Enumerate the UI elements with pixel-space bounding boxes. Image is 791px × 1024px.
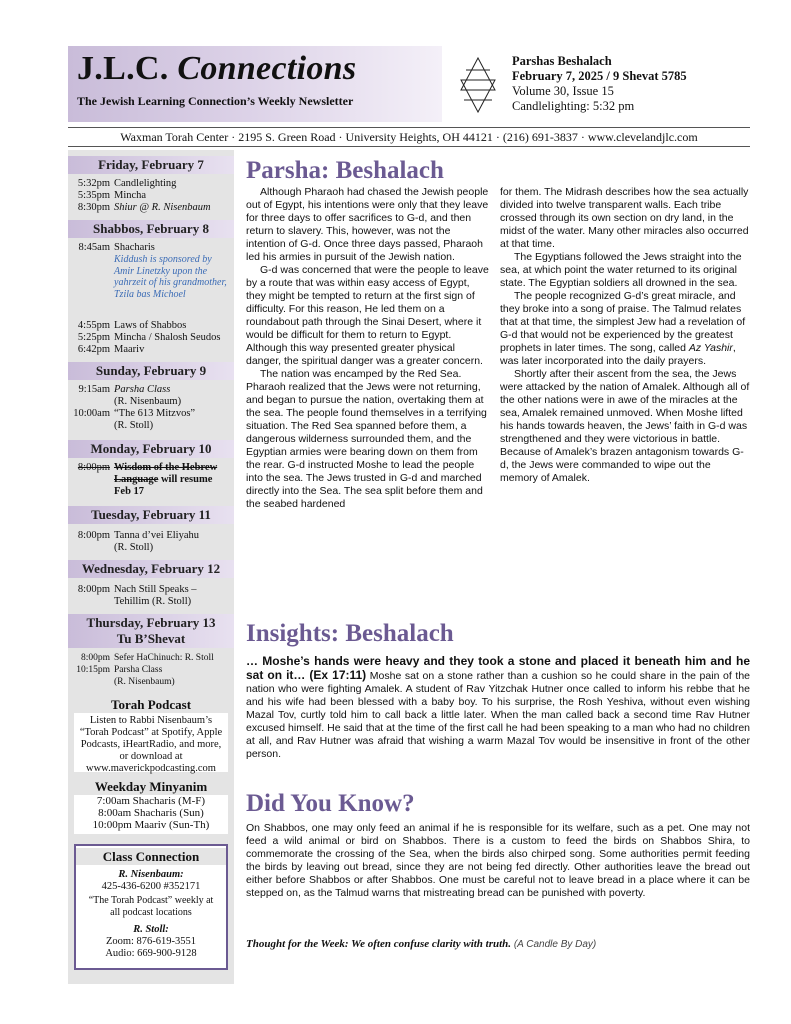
paragraph: Shortly after their ascent from the sea, the Jews were attacked by the nation of Amalek. Although all of the other nations were in awe of the miracles at the sea, Amalek remained unmoved. When Moshe lifted his hands towards heaven, the Jews’ faith in G-d was strengthened and they were victorious in battle. Because of Amalek’s brazen antagonism towards G-d, the Jews were commanded to wipe out the memory of Amalek.: [500, 368, 750, 484]
insights-quote: … Moshe’s hands were heavy and they took a stone and placed it beneath him and he sat on it… (Ex 17:11): [246, 654, 750, 682]
weekday-minyanim-box: [74, 778, 228, 834]
parsha-column-left: [246, 186, 490, 511]
did-you-know-text: On Shabbos, one may only feed an animal if he is responsible for its welfare, such as a pet. One may not feed a wild animal or bird on Shabbos. There is a custom to feed the birds on Shabbos Shira, to commemorate the crossing of the Sea, when the birds also chirped song. Some authorities permit feeding the birds by leaving out bread, since they are not being fed directly. Other authorities leave the bread out either before Shabbos or after Shabbos. One must be careful not to leave bread in a place where it can be stepped on, as the Talmud warns that mistreating bread can be punished with poverty.: [246, 822, 750, 899]
paragraph: The people recognized G-d’s great miracle, and they broke into a song of praise. The Talmud relates that at that time, the simplest Jew had a revelation of G-d that would not be experienced by the greatest prophets in later times. The song, called Az Yashir, was later incorporated into the daily prayers.: [500, 290, 746, 367]
day-shabbos: Shabbos, February 8: [68, 220, 234, 238]
event-row: 6:42pm Maariv: [77, 344, 145, 355]
insights-text: [246, 655, 750, 761]
contact-phone: 425-436-6200 #352171: [101, 881, 201, 892]
event-row-sub: (R. Nisenbaum): [114, 396, 182, 407]
address-bar: Waxman Torah Center · 2195 S. Green Road · University Heights, OH 44121 · (216) 691-3837 · www.clevelandjlc.com: [68, 127, 750, 147]
event-row-cancelled: 8:30pm Shiur @ R. Nisenbaum: [77, 202, 211, 213]
event-row: 8:00pm Sefer HaChinuch: R. Stoll: [80, 653, 214, 663]
day-thursday: Thursday, February 13 Tu B’Shevat: [68, 614, 234, 648]
minyan-line: 10:00pm Maariv (Sun-Th): [92, 819, 210, 831]
minyanim-heading: Weekday Minyanim: [74, 778, 228, 795]
issue-info: [512, 54, 687, 114]
parsha-name: Parshas Beshalach: [512, 54, 612, 68]
event-row: 8:00pm Tanna d’vei Eliyahu: [77, 530, 199, 541]
paragraph: The nation was encamped by the Red Sea. Pharaoh realized that the Jews were not returning, and began to pursue the nation, overtaking them at the sea. The people found themselves in a terrifying situation. The Red Sea spanned before them, a dangerous wilderness surrounded them, and the Egyptian armies were bearing down on them from the rear. G-d instructed Moshe to lead the people into the sea. The Jews trusted in G-d and marched directly into the Sea. The sea split before them and the seabed hardened: [246, 368, 487, 510]
event-row: 8:00pm Nach Still Speaks –: [77, 584, 197, 595]
event-row: 5:35pm Mincha: [77, 190, 147, 201]
day-monday: Monday, February 10: [68, 440, 234, 458]
event-row-sub: (R. Stoll): [114, 420, 154, 431]
day-wednesday: Wednesday, February 12: [68, 560, 234, 578]
torah-podcast-heading: Torah Podcast: [74, 696, 228, 713]
minyan-line: 8:00am Shacharis (Sun): [98, 807, 204, 819]
torah-podcast-text: Listen to Rabbi Nisenbaum’s “Torah Podcast” at Spotify, Apple Podcasts, iHeartRadio, and more, or download at www.maverickpodcasting.com: [79, 715, 223, 774]
newsletter-subtitle: The Jewish Learning Connection’s Weekly Newsletter: [77, 94, 354, 108]
event-row: 8:45am Shacharis: [78, 242, 155, 253]
minyan-line: 7:00am Shacharis (M-F): [96, 795, 206, 807]
paragraph: G-d was concerned that were the people to leave by a route that was within easy access of Egypt, they might be tempted to return at the first sign of difficulty. For this reason, He led them on a roundabout path through the Sinai Desert, where it would be difficult for them to return to Egypt. Although this way presented greater physical danger, the spiritual danger was a greater concern.: [246, 264, 489, 367]
event-row-cancelled: 4:55pm Laws of Shabbos: [77, 320, 187, 331]
newsletter-title: J.L.C. Connections: [77, 50, 357, 87]
parsha-column-right: [500, 186, 750, 485]
day-friday: Friday, February 7: [68, 156, 234, 174]
event-row-cancelled: 8:00pm Wisdom of the Hebrew: [77, 462, 218, 473]
contact-note: “The Torah Podcast” weekly at all podcast locations: [88, 895, 214, 918]
event-row-sub: Tehillim (R. Stoll): [114, 596, 192, 607]
paragraph: Although Pharaoh had chased the Jewish people out of Egypt, his intentions were only that they leave for three days to offer sacrifices to G-d, and then return to slavery. This, however, was not the intention of G-d. Once three days passed, Pharaoh led his armies in pursuit of the Jewish nation.: [246, 186, 489, 263]
class-connection-box: [74, 844, 228, 970]
event-row-sub: (R. Stoll): [114, 542, 154, 553]
event-row: 10:00am “The 613 Mitzvos”: [73, 408, 196, 419]
torah-podcast-box: [74, 696, 228, 772]
thought-for-week: Thought for the Week: We often confuse clarity with truth. (A Candle By Day): [246, 938, 597, 950]
contact-name: R. Nisenbaum:: [118, 869, 184, 880]
parsha-heading: Parsha: Beshalach: [246, 157, 444, 184]
event-row: 5:32pm Candlelighting: [77, 178, 177, 189]
contact-zoom: Zoom: 876-619-3551: [105, 936, 197, 947]
day-tuesday: Tuesday, February 11: [68, 506, 234, 524]
event-row-sub: Language will resume: [114, 474, 213, 485]
star-of-david-logo-icon: [458, 56, 498, 114]
event-row-sub: Feb 17: [114, 486, 145, 497]
kiddush-sponsor-note: Kiddush is sponsored by Amir Linetzky upon the yahrzeit of his grandmother, Tzila bas Michoel: [114, 254, 227, 300]
did-you-know-heading: Did You Know?: [246, 790, 415, 817]
insights-body: Moshe sat on a stone rather than a cushion so he could share in the pain of the nation who were fighting Amalek. A student of Rav Yitzchak Hutner once called to inform his rebbe that he and his wife had been blessed with a baby boy. To his surprise, the Rosh Yeshiva, without even wishing Mazal Tov, curtly told him to call back a little later. When the man called back a second time Rav Hutner excused himself. He said that at the time of the first call he had been speaking to a man who had no children at all, and Rav Hutner was afraid that wishing a warm Mazal Tov would be insensitive in front of the other person.: [246, 670, 750, 760]
day-sunday: Sunday, February 9: [68, 362, 234, 380]
issue-date: February 7, 2025 / 9 Shevat 5785: [512, 69, 687, 83]
class-connection-heading: Class Connection: [76, 848, 226, 865]
candlelighting-time: Candlelighting: 5:32 pm: [512, 99, 635, 113]
masthead: [68, 46, 442, 122]
contact-audio: Audio: 669-900-9128: [105, 948, 197, 959]
paragraph: The Egyptians followed the Jews straight into the sea, at which point the water returned to its original state. The Egyptian soldiers all drowned in the sea.: [500, 251, 742, 289]
insights-heading: Insights: Beshalach: [246, 620, 454, 647]
event-row: 5:25pm Mincha / Shalosh Seudos: [77, 332, 221, 343]
contact-name: R. Stoll:: [133, 924, 169, 935]
paragraph: for them. The Midrash describes how the sea actually divided into twelve transparent walls. Each tribe crossed through its own section on dry land, in the midst of the water. Many other miracles also occurred at that time.: [500, 186, 749, 250]
event-row: 9:15am Parsha Class: [78, 384, 171, 395]
volume-issue: Volume 30, Issue 15: [512, 84, 614, 98]
schedule-sidebar: [68, 150, 234, 984]
event-row: 10:15pm Parsha Class: [76, 665, 163, 675]
event-row-sub: (R. Nisenbaum): [114, 677, 175, 687]
